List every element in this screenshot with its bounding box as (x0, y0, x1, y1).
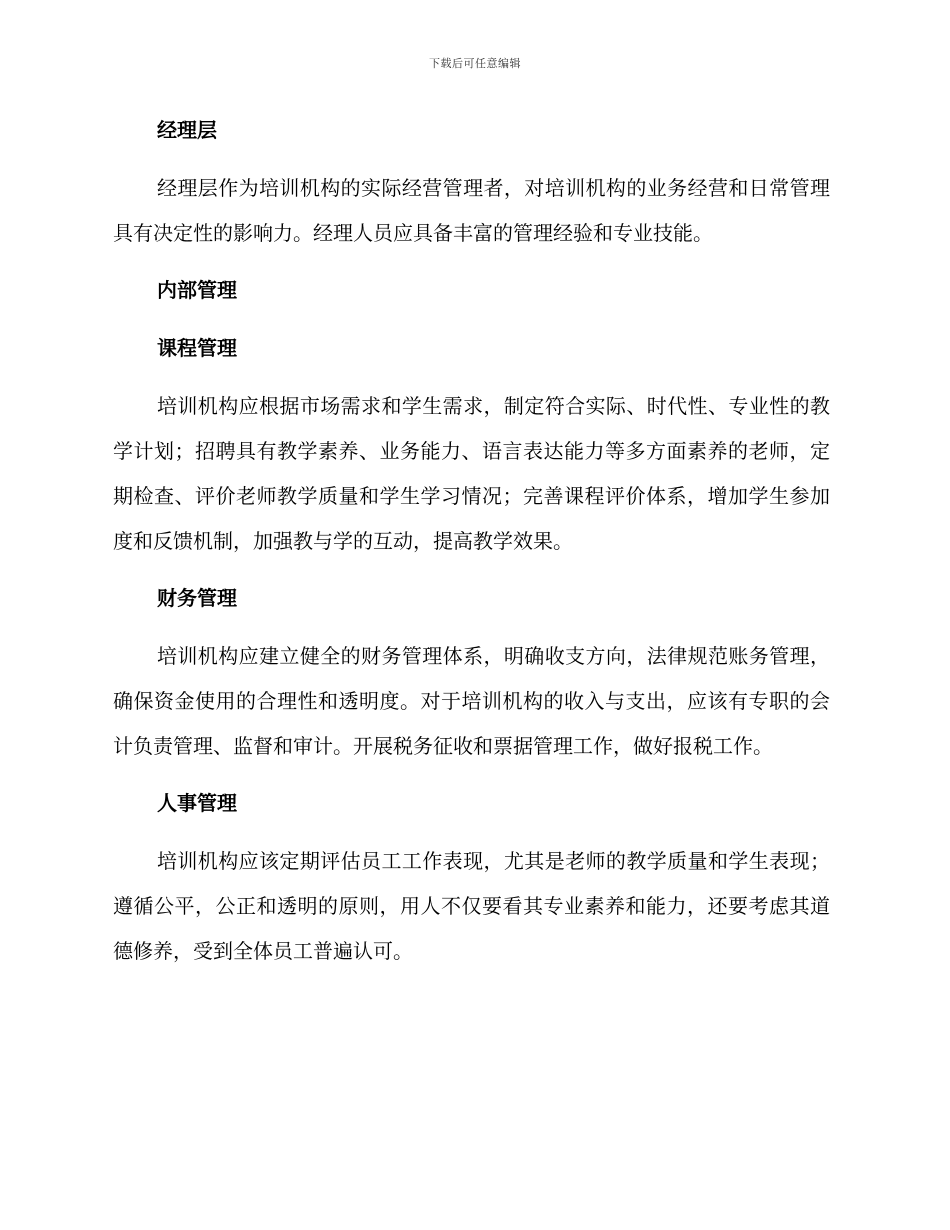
heading-course: 课程管理 (157, 336, 237, 360)
paragraph-course: 培训机构应根据市场需求和学生需求，制定符合实际、时代性、专业性的教学计划；招聘具有教学素养、业务能力、语言表达能力等多方面素养的老师，定期检查、评价老师教学质量和学生学习情况；完善课程评价体系，增加学生参加度和反馈机制，加强教与学的互动，提高教学效果。 (113, 394, 830, 553)
paragraph-hr: 培训机构应该定期评估员工工作表现，尤其是老师的教学质量和学生表现；遵循公平，公正和透明的原则，用人不仅要看其专业素养和能力，还要考虑其道德修养，受到全体员工普遍认可。 (113, 849, 830, 963)
document-body (113, 108, 830, 986)
heading-finance: 财务管理 (157, 586, 237, 610)
paragraph-finance: 培训机构应建立健全的财务管理体系，明确收支方向，法律规范账务管理，确保资金使用的合理性和透明度。对于培训机构的收入与支出，应该有专职的会计负责管理、监督和审计。开展税务征收和票据管理工作，做好报税工作。 (113, 644, 830, 758)
heading-internal: 内部管理 (157, 278, 237, 302)
heading-manager: 经理层 (157, 118, 217, 142)
heading-hr: 人事管理 (157, 791, 237, 815)
header-note: 下载后可任意编辑 (429, 57, 521, 70)
paragraph-manager: 经理层作为培训机构的实际经营管理者，对培训机构的业务经营和日常管理具有决定性的影响力。经理人员应具备丰富的管理经验和专业技能。 (113, 176, 830, 245)
